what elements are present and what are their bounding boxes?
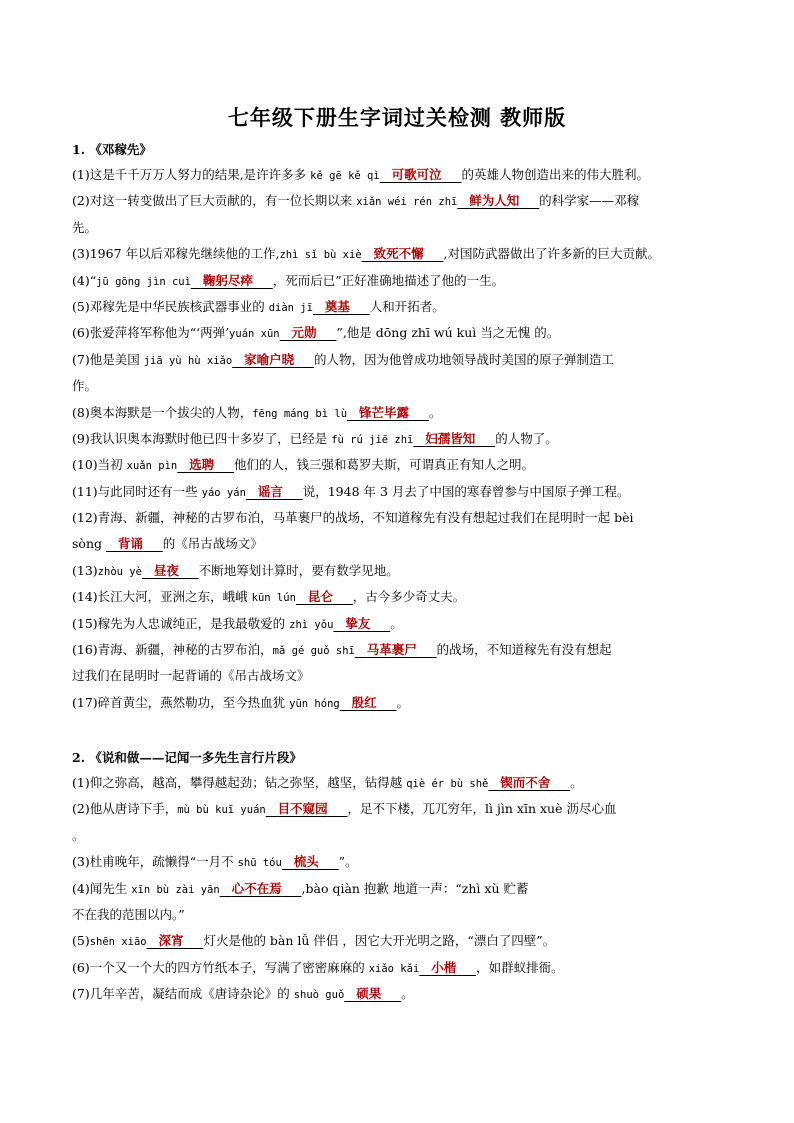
section-2-heading: 2. 《说和做——记闻一多先生言行片段》 — [72, 750, 302, 765]
answer-blank — [456, 960, 476, 975]
question-text: (5) — [72, 933, 90, 949]
question-text: (12)青海、新疆，神秘的古罗布泊，马革裹尸的战场，不知道稼先有没有想起过我们在昆明时一起 bèi — [72, 510, 634, 526]
question-line — [72, 637, 732, 663]
question-text: 过我们在昆明时一起背诵的《吊古战场文》 — [72, 668, 310, 684]
answer-blank — [253, 273, 273, 288]
question-text: (8)奥本海默是一个拔尖的人物， — [72, 404, 253, 420]
answer-text: 硕果 — [356, 986, 382, 1002]
page-title: 七年级下册生字词过关检测 教师版 — [227, 105, 567, 130]
question-text: 不断地筹划计算时，要有数学见地。 — [198, 562, 399, 578]
question-line — [72, 320, 732, 346]
question-text: ，古今多少奇丈夫。 — [352, 589, 466, 605]
question-text: (16)青海、新疆，神秘的古罗布泊， — [72, 642, 273, 658]
pinyin-text: jiā yù hù xiǎo — [143, 354, 233, 367]
section-1-lines — [72, 162, 732, 716]
answer-text: 昆仑 — [307, 589, 333, 605]
answer-blank — [232, 352, 244, 367]
question-line — [72, 663, 732, 689]
pinyin-text: xīn bù zài yān — [131, 883, 220, 896]
question-text: 的《吊古战场文》 — [162, 536, 263, 552]
pinyin-text: shēn xiāo — [89, 936, 147, 949]
question-text: 的人物，因为他曾成功地领导战时美国的原子弹制造工 — [314, 351, 615, 367]
answer-text: 谣言 — [257, 483, 283, 499]
pinyin-text: yáo yán — [201, 486, 246, 499]
answer-blank — [340, 695, 352, 710]
answer-blank — [143, 536, 163, 551]
answer-text: 背诵 — [117, 536, 143, 552]
question-line — [72, 188, 732, 214]
question-text: (7)他是美国 — [72, 351, 144, 367]
pinyin-text: jū gōng jìn cuì — [96, 275, 191, 288]
answer-blank — [313, 299, 325, 314]
pinyin-text: zhòu yè — [97, 565, 142, 578]
answer-blank — [266, 801, 278, 816]
answer-blank — [296, 589, 308, 604]
answer-text: 鲜为人知 — [469, 193, 520, 209]
pinyin-text: zhì yǒu — [289, 618, 334, 631]
pinyin-text: xuǎn pìn — [126, 460, 178, 473]
answer-text: 锋芒毕露 — [358, 404, 409, 420]
question-text: (1)这是千千万万人努力的结果,是许许多多 — [72, 167, 311, 182]
answer-text: 妇孺皆知 — [425, 430, 476, 446]
question-line — [72, 690, 732, 716]
pinyin-text: kě gē kě qì — [310, 170, 380, 182]
answer-blank — [317, 325, 337, 340]
question-line — [72, 452, 732, 478]
question-line — [72, 479, 732, 505]
question-text: ,对国防武器做出了许多新的巨大贡献。 — [443, 246, 660, 262]
question-line — [72, 241, 732, 267]
question-text: ”,他是 dōng zhī wú kuì 当之无愧 的。 — [336, 325, 560, 341]
answer-blank — [409, 405, 429, 420]
answer-text: 目不窥园 — [277, 801, 328, 817]
question-text: (2)他从唐诗下手， — [72, 801, 178, 817]
section-1 — [72, 138, 732, 716]
answer-blank — [347, 405, 359, 420]
question-text: (1)仰之弥高，越高，攀得越起劲；钻之弥坚，越坚，钻得越 — [72, 775, 407, 790]
question-text: (4)“ — [72, 272, 97, 288]
question-text: (10)当初 — [72, 457, 127, 473]
question-line — [72, 955, 732, 981]
question-text: (6)张爱萍将军称他为“‘两弹’ — [72, 325, 230, 341]
answer-blank — [294, 352, 314, 367]
question-text: ，足不下楼，兀兀穷年，lì jìn xīn xuè 沥尽心血 — [347, 801, 617, 817]
answer-blank — [413, 431, 425, 446]
answer-blank — [328, 801, 348, 816]
answer-blank — [179, 563, 199, 578]
question-line — [72, 849, 732, 875]
question-text: (7)几年辛苦，凝结而成《唐诗杂论》的 — [72, 986, 294, 1002]
question-line — [72, 505, 732, 531]
question-text: (3)杜甫晚年，疏懒得“一月不 — [72, 854, 238, 870]
question-line — [72, 426, 732, 452]
answer-blank — [457, 193, 469, 208]
answer-blank — [355, 642, 367, 657]
answer-blank — [442, 167, 462, 182]
answer-blank — [419, 960, 431, 975]
pinyin-text: yuán xūn — [229, 328, 280, 341]
answer-blank — [475, 431, 495, 446]
answer-blank — [377, 695, 397, 710]
pinyin-text: kūn lún — [251, 592, 296, 605]
question-text: (11)与此同时还有一些 — [72, 483, 202, 499]
question-line — [72, 215, 732, 241]
pinyin-text: shū tóu — [237, 857, 282, 870]
question-text: 的科学家——邓稼 — [539, 193, 640, 209]
answer-text: 深宵 — [158, 933, 184, 949]
question-text: (6)一个又一个大的四方竹纸本子，写满了密密麻麻的 — [72, 959, 369, 975]
answer-blank — [220, 881, 232, 896]
answer-blank — [488, 775, 500, 790]
question-text: (5)邓稼先是中华民族核武器事业的 — [72, 298, 269, 314]
answer-text: 马革裹尸 — [366, 642, 417, 658]
question-text: (17)碎首黄尘，燕然勒功，至今热血犹 — [72, 694, 290, 710]
question-text: 灯火是他的 bàn lǚ 伴侣 ，因它大开光明之路，“漂白了四壁”。 — [203, 933, 556, 949]
section-2 — [72, 746, 732, 1008]
answer-blank — [370, 616, 390, 631]
question-line — [72, 584, 732, 610]
answer-blank — [362, 246, 374, 261]
answer-blank — [184, 933, 204, 948]
answer-blank — [282, 854, 294, 869]
question-text: 。 — [396, 694, 410, 710]
question-line — [72, 373, 732, 399]
question-text: 人和开拓者。 — [369, 298, 445, 314]
pinyin-text: mǎ gé guǒ shī — [272, 645, 355, 658]
answer-blank — [280, 325, 292, 340]
answer-blank — [282, 881, 302, 896]
pinyin-text: qiè ér bù shě — [406, 778, 489, 790]
answer-blank — [147, 933, 159, 948]
question-text: (2)对这一转变做出了巨大贡献的，有一位长期以来 — [72, 193, 357, 209]
answer-text: 殷红 — [351, 694, 377, 710]
answer-text: 鞠躬尽瘁 — [202, 272, 253, 288]
question-line — [72, 531, 732, 557]
answer-text: 锲而不舍 — [500, 775, 551, 790]
question-text: 。 — [72, 827, 85, 843]
answer-blank — [319, 854, 339, 869]
pinyin-text: fēng máng bì lù — [252, 407, 348, 420]
answer-text: 奠基 — [324, 298, 350, 314]
question-text: (15)稼先为人忠诚纯正，是我最敬爱的 — [72, 615, 290, 631]
answer-text: 致死不懈 — [373, 246, 424, 262]
question-line — [72, 162, 732, 188]
question-text: 。 — [570, 775, 583, 790]
question-text: 不在我的范围以内。” — [72, 906, 185, 922]
question-text: (9)我认识奥本海默时他已四十多岁了，已经是 — [72, 430, 332, 446]
question-line — [72, 770, 732, 796]
answer-blank — [214, 457, 234, 472]
answer-text: 梳头 — [293, 854, 319, 870]
question-text: ，死而后已”正好准确地描述了他的一生。 — [272, 272, 505, 288]
section-2-lines — [72, 770, 732, 1008]
answer-text: 选聘 — [189, 457, 215, 473]
answer-text: 家喻户晓 — [244, 351, 295, 367]
question-line — [72, 611, 732, 637]
answer-blank — [333, 589, 353, 604]
question-text: 。 — [390, 615, 403, 631]
question-text: 他们的人，钱三强和葛罗夫斯，可谓真正有知人之明。 — [234, 457, 535, 473]
question-text: 作。 — [72, 378, 98, 394]
question-text: (14)长江大河，亚洲之东，峨峨 — [72, 589, 252, 605]
answer-blank — [246, 484, 258, 499]
answer-blank — [380, 167, 392, 182]
question-text: ，如群蚁排衙。 — [476, 959, 564, 975]
answer-blank — [519, 193, 539, 208]
question-line — [72, 823, 732, 849]
answer-blank — [177, 457, 189, 472]
answer-text: 元勋 — [291, 325, 317, 341]
answer-text: 可歌可泣 — [391, 167, 442, 182]
question-line — [72, 294, 732, 320]
pinyin-text: yūn hóng — [289, 697, 340, 710]
answer-blank — [417, 642, 437, 657]
pinyin-text: shuò guǒ — [293, 989, 345, 1002]
question-text: 的英雄人物创造出来的伟大胜利。 — [461, 167, 650, 182]
question-line — [72, 902, 732, 928]
question-line — [72, 347, 732, 373]
pinyin-text: diàn jī — [268, 301, 313, 314]
answer-blank — [424, 246, 444, 261]
question-line — [72, 268, 732, 294]
question-line — [72, 928, 732, 954]
answer-blank — [333, 616, 345, 631]
answer-text: 小楷 — [431, 959, 457, 975]
question-line — [72, 796, 732, 822]
answer-text: 挚友 — [345, 615, 371, 631]
answer-blank — [381, 986, 401, 1001]
question-line — [72, 981, 732, 1007]
question-line — [72, 558, 732, 584]
pinyin-text: fù rú jiē zhī — [331, 433, 414, 446]
answer-blank — [350, 299, 370, 314]
answer-blank — [283, 484, 303, 499]
answer-blank — [142, 563, 154, 578]
question-text: ”。 — [338, 854, 358, 870]
question-text: (3)1967 年以后邓稼先继续他的工作, — [72, 246, 280, 262]
answer-text: 心不在焉 — [231, 880, 282, 896]
answer-blank — [191, 273, 203, 288]
pinyin-text: zhì sǐ bù xiè — [279, 249, 362, 262]
question-text: ,bào qiàn 抱歉 地道一声：“zhì xù 贮蓄 — [301, 880, 529, 896]
answer-text: 昼夜 — [153, 562, 179, 578]
answer-blank — [344, 986, 356, 1001]
section-1-heading: 1. 《邓稼先》 — [72, 142, 152, 157]
question-text: (13) — [72, 562, 98, 578]
question-text: (4)闻先生 — [72, 880, 132, 896]
question-text: 说，1948 年 3 月去了中国的寒春曾参与中国原子弹工程。 — [302, 483, 630, 499]
answer-blank — [106, 536, 118, 551]
pinyin-text: xiǎn wéi rén zhī — [356, 196, 458, 209]
question-text: 的人物了。 — [495, 430, 558, 446]
question-text: 先。 — [72, 219, 98, 235]
question-line — [72, 876, 732, 902]
question-line — [72, 400, 732, 426]
question-text: 。 — [401, 986, 414, 1002]
question-text: sòng — [72, 536, 106, 552]
question-text: 的战场，不知道稼先有没有想起 — [436, 642, 612, 658]
question-text: 。 — [428, 404, 442, 420]
pinyin-text: mù bù kuī yuán — [177, 804, 266, 817]
answer-blank — [550, 775, 570, 790]
pinyin-text: xiǎo kǎi — [368, 962, 420, 975]
